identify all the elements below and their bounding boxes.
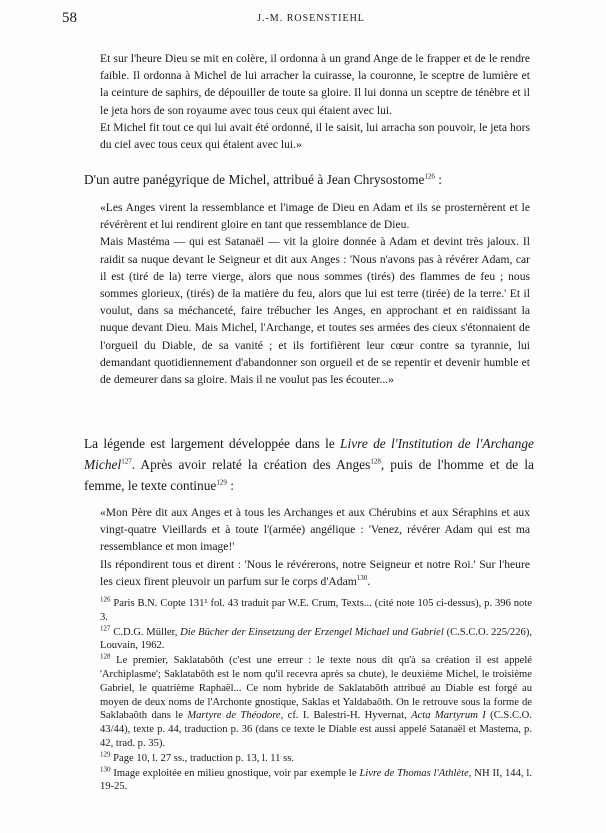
- body-3-text-4: :: [226, 478, 234, 493]
- footnote-127: [100, 626, 532, 654]
- quote-3-end: .: [367, 574, 371, 588]
- footnote-130-post: , NH II, 144, l. 19-25.: [100, 767, 533, 793]
- quote-2-paragraph-2: Mais Mastéma — qui est Satanaël — vit la gloire donnée à Adam et devint très jaloux. Il raidit sa nuque devant le Seigneur et dit aux Anges : 'Nous n'avons pas à révérer Adam, car il est (tiré de la) terre vierge, alors que nous sommes (tirés) des flammes de feu ; nous sommes glorieux, (tirés) de la matière du feu, alors que lui est terre (tirée) de la terre.' Et il voulut, dans sa méchanceté, faire trébucher les Anges, en approchant et en raidissant la nuque devant Dieu. Mais Michel, l'Archange, et toutes ses armées des cieux s'étonnaient de l'orgueil du Diable, de sa vanité ; et ils fortifièrent leur cœur contre sa tyrannie, lui demandant quotidiennement d'abandonner son orgueil et de se repentir et devenir humble et de demeurer dans sa gloire. Mais il ne voulut pas les écouter...»: [100, 235, 530, 387]
- running-head: J.-M. ROSENSTIEHL: [257, 13, 365, 24]
- footnote-128-pre: Le premier, Saklatabôth (c'est une erreur : le texte nous dit qu'à sa création il est appelé 'Archiplasme'; Saklatabôth est le nom qu'il recevra après sa chute), le deuxième Michel, le troisième Gabriel, le quatrième Raphaël... Ce nom hybride de Saklatabôth attribué au Diable est forgé au moyen de deux noms de l'Archonte gnostique, Saklas et Yaldabaôth. On le retrouve sous la forme de Saklabaôth dans le: [100, 655, 533, 722]
- quote-3-paragraph-1: «Mon Père dit aux Anges et à tous les Archanges et aux Chérubins et aux Séraphins et aux vingt-quatre Vieillards et à toute l'(armée) angélique : 'Venez, révérer Adam qui est ma ressemblance et mon image!': [100, 506, 530, 554]
- footnote-127-title: Die Bücher der Einsetzung der Erzengel Michael und Gabriel: [180, 626, 444, 638]
- footnotes: [100, 597, 532, 795]
- quote-block-1: [100, 50, 530, 153]
- body-3-text-3: , puis de l'homme et de la femme, le texte continue: [84, 457, 534, 493]
- footnote-127-post: (C.S.C.O. 225/226), Louvain, 1962.: [100, 626, 532, 652]
- footnote-128-number: 128: [100, 652, 111, 661]
- footnote-ref-126: 126: [424, 172, 435, 181]
- footnote-ref-129: 129: [216, 478, 227, 487]
- footnote-126-text: Paris B.N. Copte 131¹ fol. 43 traduit par W.E. Crum, Texts... (cité note 105 ci-dessus), p. 396 note 3.: [100, 598, 532, 623]
- lead-2-end: :: [434, 172, 442, 187]
- page-number: 58: [62, 10, 77, 26]
- quote-3-paragraph-2: [100, 556, 530, 590]
- footnote-130-pre: Image exploitée en milieu gnostique, voir par exemple le: [113, 767, 360, 779]
- quote-3-text: Ils répondirent tous et dirent : 'Nous le révérerons, notre Seigneur et notre Roi.' Sur l'heure les cieux firent pleuvoir un parfum sur le corps d'Adam: [100, 557, 530, 588]
- footnote-130-number: 130: [100, 765, 111, 774]
- footnote-129: [100, 752, 532, 766]
- lead-paragraph-2: [84, 170, 534, 189]
- footnote-ref-127: 127: [121, 457, 132, 466]
- footnote-130-title: Livre de Thomas l'Athlète: [359, 767, 469, 779]
- body-paragraph-3: [84, 433, 534, 496]
- body-3-title: Livre de l'Institution de l'Archange Michel: [84, 436, 534, 472]
- footnote-127-pre: C.D.G. Müller,: [113, 626, 181, 638]
- footnote-128-title-2: Acta Martyrum I: [411, 710, 486, 722]
- footnote-129-text: Page 10, l. 27 ss., traduction p. 13, l. 11 ss.: [113, 752, 295, 764]
- footnote-126: [100, 597, 532, 625]
- lead-2-text: D'un autre panégyrique de Michel, attribué à Jean Chrysostome: [84, 172, 425, 187]
- quote-1-paragraph-1: Et sur l'heure Dieu se mit en colère, il ordonna à un grand Ange de le frapper et de le rendre faible. Il ordonna à Michel de lui arracher la cuirasse, la couronne, le sceptre de lumière et la ceinture de saphirs, de dépouiller de toute sa gloire. Il lui donna un sceptre de ténèbre et il le jeta hors de son royaume avec tous ceux qui étaient avec lui.: [100, 52, 530, 117]
- footnote-129-number: 129: [100, 750, 111, 759]
- footnote-130: [100, 767, 532, 795]
- footnote-127-number: 127: [100, 624, 111, 633]
- quote-2-paragraph-1: «Les Anges virent la ressemblance et l'image de Dieu en Adam et ils se prosternèrent et le révérèrent et lui rendirent gloire en tant que ressemblance de Dieu.: [100, 201, 530, 232]
- footnote-128-mid: , cf. I. Balestri-H. Hyvernat,: [280, 710, 412, 722]
- body-3-text-2: . Après avoir relaté la création des Anges: [131, 457, 371, 472]
- body-3-text-1: La légende est largement développée dans le: [84, 436, 341, 451]
- footnote-ref-130: 130: [356, 573, 368, 582]
- footnote-128-title-1: Martyre de Théodore: [187, 710, 281, 722]
- footnote-126-number: 126: [100, 595, 111, 604]
- page-header: [62, 10, 560, 30]
- footnote-128-post: (C.S.C.O. 43/44), texte p. 44, traduction p. 36 (dans ce texte le Diable est aussi appelé Satanaël et Mastema, p. 42, trad. p. 35).: [100, 710, 532, 749]
- quote-block-2: [100, 199, 530, 388]
- quote-block-3: [100, 504, 530, 590]
- footnote-ref-128: 128: [370, 457, 381, 466]
- quote-1-paragraph-2: Et Michel fit tout ce qui lui avait été ordonné, il le saisit, lui arracha son pouvoir, le jeta hors du ciel avec tous ceux qui étaient avec lui.»: [100, 120, 530, 152]
- footnote-128: [100, 654, 532, 751]
